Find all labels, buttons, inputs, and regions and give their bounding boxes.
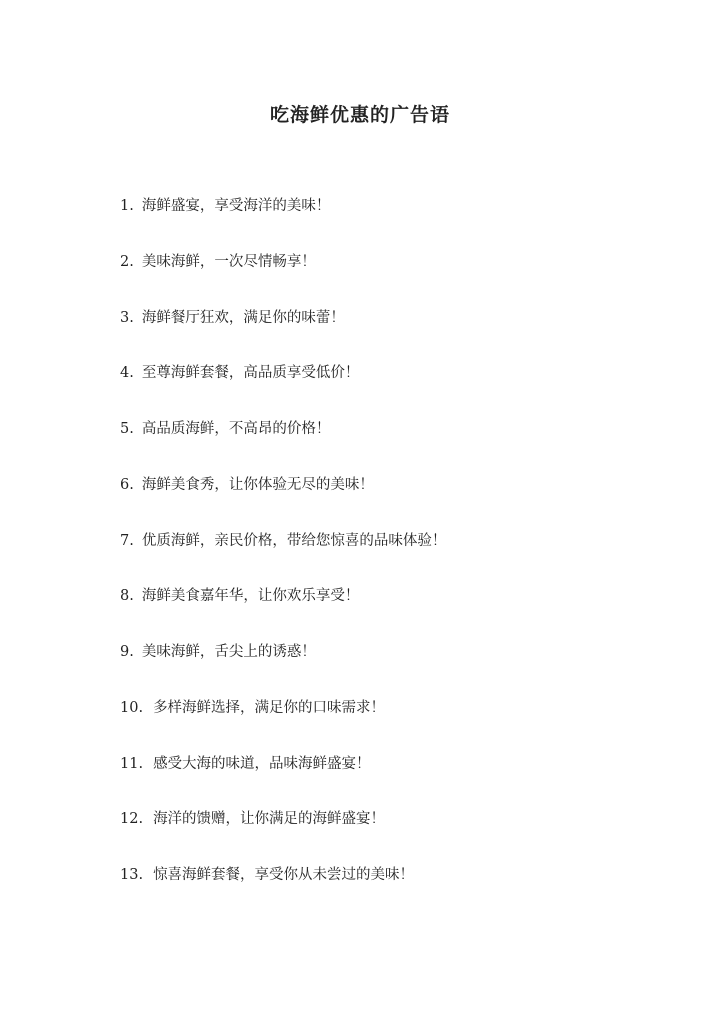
item-number: 8. bbox=[120, 588, 134, 605]
slogan-list bbox=[120, 192, 680, 917]
item-text: 惊喜海鲜套餐，享受你从未尝过的美味！ bbox=[153, 867, 415, 883]
list-item bbox=[120, 527, 680, 583]
item-number: 10. bbox=[120, 699, 144, 716]
item-number: 9. bbox=[120, 644, 134, 660]
item-number: 6. bbox=[120, 476, 134, 493]
list-item bbox=[120, 248, 680, 304]
item-number: 13. bbox=[120, 867, 144, 883]
list-item bbox=[120, 304, 680, 360]
item-number: 2. bbox=[120, 253, 134, 270]
item-text: 美味海鲜，一次尽情畅享！ bbox=[141, 253, 316, 270]
list-item bbox=[120, 805, 680, 861]
list-item bbox=[120, 861, 680, 917]
item-text: 海鲜餐厅狂欢，满足你的味蕾！ bbox=[141, 309, 345, 326]
item-text: 多样海鲜选择，满足你的口味需求！ bbox=[153, 699, 386, 716]
list-item bbox=[120, 415, 680, 471]
list-item bbox=[120, 638, 680, 694]
item-number: 3. bbox=[120, 309, 134, 326]
list-item bbox=[120, 192, 680, 248]
item-number: 1. bbox=[120, 198, 134, 214]
list-item bbox=[120, 750, 680, 806]
item-text: 优质海鲜，亲民价格，带给您惊喜的品味体验！ bbox=[141, 532, 447, 549]
item-text: 美味海鲜，舌尖上的诱惑！ bbox=[141, 644, 316, 660]
list-item bbox=[120, 471, 680, 527]
item-number: 5. bbox=[120, 421, 134, 437]
item-number: 4. bbox=[120, 365, 134, 382]
list-item bbox=[120, 582, 680, 638]
list-item bbox=[120, 359, 680, 415]
item-text: 高品质海鲜，不高昂的价格！ bbox=[141, 421, 331, 437]
item-number: 7. bbox=[120, 532, 134, 549]
document-title: 吃海鲜优惠的广告语 bbox=[269, 103, 450, 126]
item-text: 海鲜美食嘉年华，让你欢乐享受！ bbox=[141, 588, 360, 605]
item-text: 感受大海的味道，品味海鲜盛宴！ bbox=[153, 755, 371, 772]
item-number: 11. bbox=[120, 755, 144, 772]
item-text: 海鲜盛宴，享受海洋的美味！ bbox=[141, 198, 331, 214]
item-number: 12. bbox=[120, 811, 144, 828]
item-text: 至尊海鲜套餐，高品质享受低价！ bbox=[141, 365, 360, 382]
list-item bbox=[120, 694, 680, 750]
item-text: 海鲜美食秀，让你体验无尽的美味！ bbox=[141, 476, 374, 493]
item-text: 海洋的馈赠，让你满足的海鲜盛宴！ bbox=[153, 811, 386, 828]
